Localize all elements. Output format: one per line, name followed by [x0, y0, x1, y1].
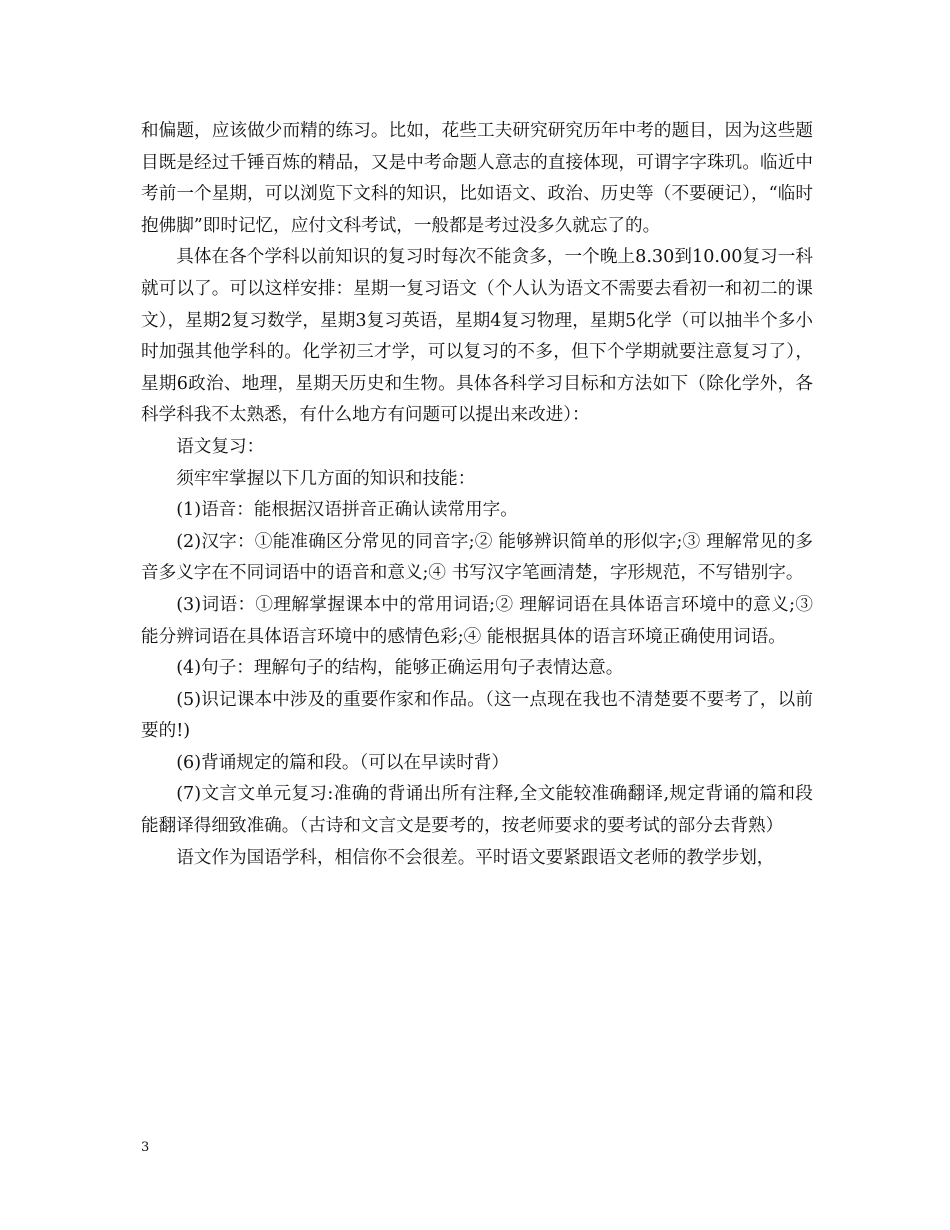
page-number: 3	[141, 1140, 150, 1155]
heading-chinese-review: 语文复习：	[176, 436, 265, 457]
list-item-characters: (2)汉字：①能准确区分常见的同音字;② 能够辨识简单的形似字;③ 理解常见的多音多义字在不同词语中的语音和意义;④ 书写汉字笔画清楚，字形规范，不写错别字。	[141, 531, 813, 584]
paragraph-continuation: 和偏题，应该做少而精的练习。比如，花些工夫研究研究历年中考的题目，因为这些题目既是经过千锤百炼的精品，又是中考命题人意志的直接体现，可谓字字珠玑。临近中考前一个星期，可以浏览下文科的知识，比如语文、政治、历史等（不要硬记），“临时抱佛脚”即时记忆，应付文科考试，一般都是考过没多久就忘了的。	[141, 121, 813, 236]
list-item-sentences: (4)句子：理解句子的结构，能够正确运用句子表情达意。	[176, 658, 624, 679]
body-text	[141, 116, 813, 874]
list-item-vocabulary: (3)词语：①理解掌握课本中的常用词语;② 理解词语在具体语言环境中的意义;③ 能分辨词语在具体语言环境中的感情色彩;④ 能根据具体的语言环境正确使用词语。	[141, 594, 813, 647]
list-item-classical-chinese: (7)文言文单元复习:准确的背诵出所有注释,全文能较准确翻译,规定背诵的篇和段能翻译得细致准确。（古诗和文言文是要考的，按老师要求的要考试的部分去背熟）	[141, 784, 813, 837]
paragraph-skills-intro: 须牢牢掌握以下几方面的知识和技能：	[176, 468, 476, 489]
list-item-pronunciation: (1)语音：能根据汉语拼音正确认读常用字。	[176, 500, 518, 521]
paragraph-study-schedule: 具体在各个学科以前知识的复习时每次不能贪多，一个晚上8.30到10.00复习一科就可以了。可以这样安排：星期一复习语文（个人认为语文不需要去看初一和初二的课文），星期2复习数学，星期3复习英语，星期4复习物理，星期5化学（可以抽半个多小时加强其他学科的。化学初三才学，可以复习的不多，但下个学期就要注意复习了），星期6政治、地理，星期天历史和生物。具体各科学习目标和方法如下（除化学外，各科学科我不太熟悉，有什么地方有问题可以提出来改进）：	[141, 247, 813, 426]
list-item-recitation: (6)背诵规定的篇和段。（可以在早读时背）	[176, 752, 509, 773]
paragraph-chinese-conclusion: 语文作为国语学科，相信你不会很差。平时语文要紧跟语文老师的教学步划，	[176, 847, 775, 868]
list-item-authors: (5)识记课本中涉及的重要作家和作品。（这一点现在我也不清楚要不要考了，以前要的!)	[141, 689, 813, 742]
